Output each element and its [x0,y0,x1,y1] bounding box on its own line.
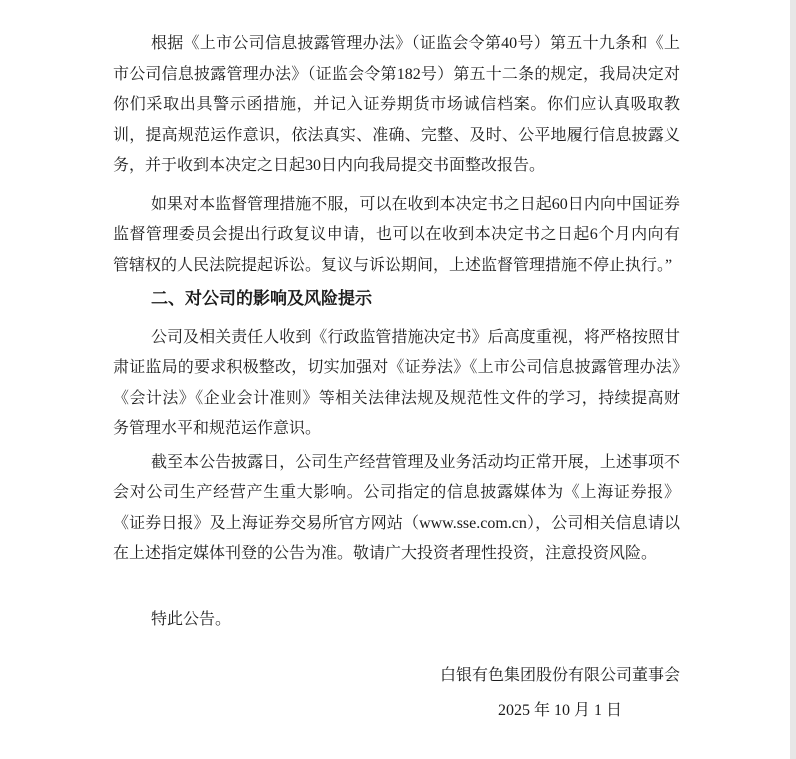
signature-date: 2025 年 10 月 1 日 [497,702,622,719]
paragraph-company-rectification: 公司及相关责任人收到《行政监管措施决定书》后高度重视，将严格按照甘肃证监局的要求积极整改，切实加强对《证券法》《上市公司信息披露管理办法》《会计法》《企业会计准则》等相关法律法规及规范性文件的学习，持续提高财务管理水平和规范运作意识。 [113,328,680,437]
closing-statement: 特此公告。 [151,610,232,628]
signature-block [113,658,680,728]
signature-inner [440,658,680,728]
signature-company-board: 白银有色集团股份有限公司董事会 [439,667,680,684]
section-heading-impact-and-risk: 二、对公司的影响及风险提示 [151,289,372,308]
paragraph-regulatory-decision: 根据《上市公司信息披露管理办法》（证监会令第40号）第五十九条和《上市公司信息披露管理办法》（证监会令第182号）第五十二条的规定，我局决定对你们采取出具警示函措施，并记入证券期货市场诚信档案。你们应认真吸取教训，提高规范运作意识，依法真实、准确、完整、及时、公平地履行信息披露义务，并于收到本决定之日起30日内向我局提交书面整改报告。 [113,35,680,174]
paragraph-appeal-rights: 如果对本监督管理措施不服，可以在收到本决定书之日起60日内向中国证券监督管理委员会提出行政复议申请，也可以在收到本决定书之日起6个月内向有管辖权的人民法院提起诉讼。复议与诉讼期间，上述监督管理措施不停止执行。” [113,195,680,274]
page-edge-shadow [790,0,796,759]
document-body [113,0,680,728]
paragraph-operations-and-disclosure-media: 截至本公告披露日，公司生产经营管理及业务活动均正常开展，上述事项不会对公司生产经营产生重大影响。公司指定的信息披露媒体为《上海证券报》《证券日报》及上海证券交易所官方网站（www.sse.com.cn），公司相关信息请以在上述指定媒体刊登的公告为准。敬请广大投资者理性投资，注意投资风险。 [113,453,680,562]
